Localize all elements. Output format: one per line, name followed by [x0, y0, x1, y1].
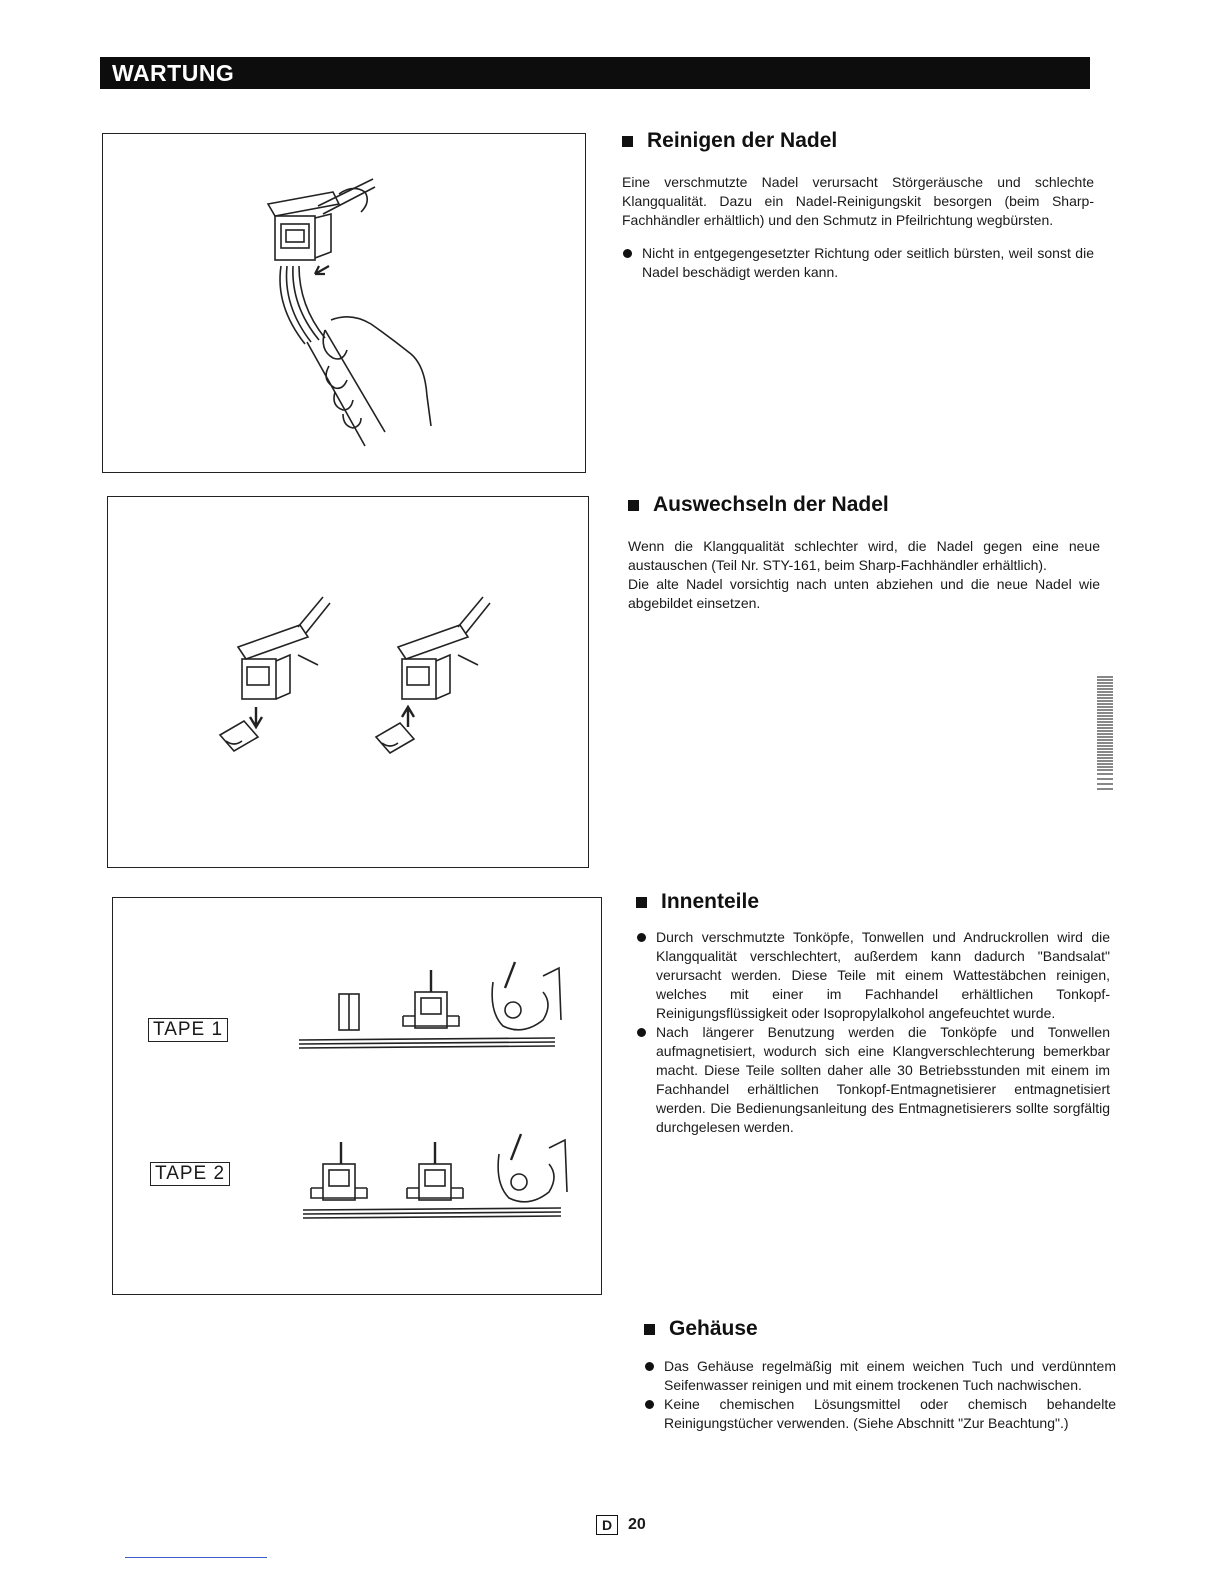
page-number: 20 [628, 1516, 646, 1533]
bullet-dot-icon [637, 1028, 646, 1037]
heading-text: Reinigen der Nadel [647, 129, 838, 152]
page-footer [596, 1515, 646, 1535]
square-bullet-icon [622, 136, 633, 147]
section-heading [644, 1317, 1116, 1341]
stylus-brush-illustration [103, 134, 585, 472]
list-item [622, 244, 1094, 282]
figure-tape-heads [112, 897, 602, 1295]
heading-text: Gehäuse [669, 1317, 758, 1340]
list-item [636, 928, 1110, 1023]
square-bullet-icon [628, 500, 639, 511]
body-paragraph: Die alte Nadel vorsichtig nach unten abziehen und die neue Nadel wie abgebildet einsetzen. [628, 576, 1100, 611]
square-bullet-icon [636, 897, 647, 908]
list-item [644, 1357, 1116, 1395]
list-item-text: Nicht in entgegengesetzter Richtung oder seitlich bürsten, weil sonst die Nadel beschädigt werden kann. [642, 245, 1094, 280]
tape2-label: TAPE 2 [150, 1162, 230, 1186]
list-item [644, 1395, 1116, 1433]
list-item-text: Das Gehäuse regelmäßig mit einem weichen Tuch und verdünntem Seifenwasser reinigen und mit einem trockenen Tuch nachwischen. [664, 1358, 1116, 1393]
section-stylus-replacement [628, 493, 1100, 613]
body-paragraph: Eine verschmutzte Nadel verursacht Störgeräusche und schlechte Klangqualität. Dazu ein Nadel-Reinigungskit besorgen (beim Sharp-Fachhändler erhältlich) und den Schmutz in Pfeilrichtung wegbürsten. [622, 174, 1094, 228]
square-bullet-icon [644, 1324, 655, 1335]
figure-stylus-cleaning [102, 133, 586, 473]
list-item-text: Nach längerer Benutzung werden die Tonköpfe und Tonwellen aufmagnetisiert, wodurch sich eine Klangverschlechterung bemerkbar macht. Diese Teile sollten daher alle 30 Betriebsstunden mit einem im Fachhandel erhältlichen Tonkopf-Entmagnetisierer entmagnetisiert werden. Die Bedienungsanleitung des Entmagnetisierers sollte sorgfältig durchgelesen werden. [656, 1024, 1110, 1135]
section-stylus-cleaning [622, 129, 1094, 282]
body-paragraph: Wenn die Klangqualität schlechter wird, die Nadel gegen eine neue austauschen (Teil Nr. STY-161, beim Sharp-Fachhändler erhältlich). [628, 538, 1100, 573]
heading-text: Innenteile [661, 890, 760, 913]
figure-stylus-replacement [107, 496, 589, 868]
list-item [636, 1023, 1110, 1137]
heading-text: Auswechseln der Nadel [653, 493, 889, 516]
stylus-replace-illustration [108, 497, 588, 867]
bullet-dot-icon [645, 1400, 654, 1409]
section-header-bar [100, 57, 1090, 89]
page-title: WARTUNG [112, 60, 235, 86]
section-heading [636, 890, 1110, 914]
bullet-dot-icon [645, 1362, 654, 1371]
list-item-text: Keine chemischen Lösungsmittel oder chemisch behandelte Reinigungstücher verwenden. (Siehe Abschnitt "Zur Beachtung".) [664, 1396, 1116, 1431]
bullet-dot-icon [637, 933, 646, 942]
section-heading [622, 129, 1094, 153]
tape-heads-illustration [113, 898, 601, 1294]
tape1-label: TAPE 1 [148, 1018, 228, 1042]
section-heading [628, 493, 1100, 517]
section-housing [644, 1317, 1116, 1433]
side-index-marker [1097, 676, 1113, 790]
section-internal-parts [636, 890, 1110, 1137]
list-item-text: Durch verschmutzte Tonköpfe, Tonwellen und Andruckrollen wird die Klangqualität verschlechtert, außerdem kann dadurch "Bandsalat" verursacht werden. Diese Teile mit einem Wattestäbchen reinigen, welches mit einer im Fachhandel erhältlichen Tonkopf-Reinigungsflüssigkeit oder Isopropylalkohol angefeuchtet wurde. [656, 929, 1110, 1021]
bottom-divider [125, 1557, 267, 1558]
bullet-dot-icon [623, 249, 632, 258]
language-badge: D [596, 1515, 618, 1535]
